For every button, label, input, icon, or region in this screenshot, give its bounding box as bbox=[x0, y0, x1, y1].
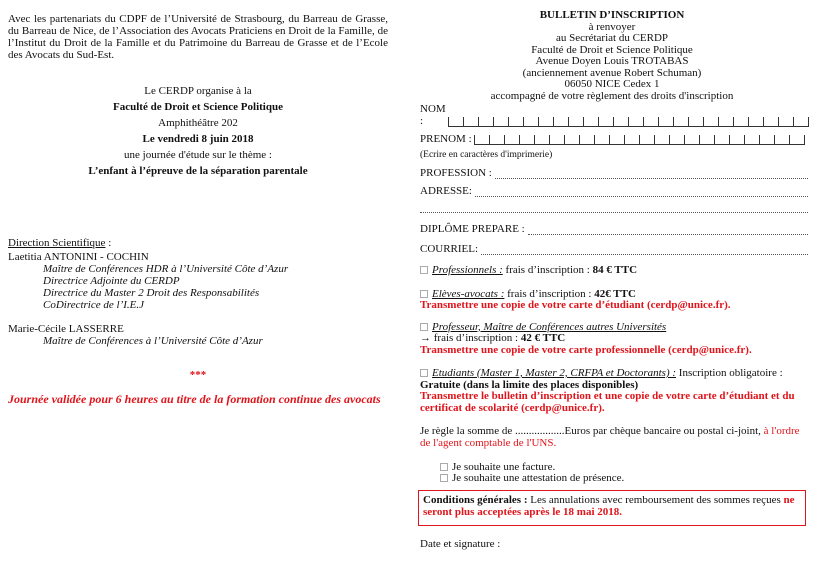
partners-text: Avec les partenariats du CDPF de l’Université de Strasbourg, du Barreau de Grasse, du Barreau de Nice, de l’Association des Avocats Praticiens en Droit de la Famille, de l’Institut du Droit de la Famille et du Patrimoine du Barreau de Grasse et de l’Ecole des Avocats du Sud-Est. bbox=[8, 13, 388, 61]
ecrire-hint: (Ecrire en caractères d'imprimerie) bbox=[420, 150, 553, 160]
adresse-label: ADRESSE: bbox=[420, 185, 472, 197]
option-professionnels[interactable] bbox=[420, 265, 812, 277]
theme-title: L’enfant à l’épreuve de la séparation parentale bbox=[88, 165, 308, 177]
person1-role: Maître de Conférences HDR à l’Université Côte d’Azur bbox=[43, 263, 289, 275]
option-etudiants[interactable] bbox=[420, 368, 812, 414]
option-label: Professeur, Maître de Conférences autres Universités bbox=[432, 320, 667, 333]
prenom-label: PRENOM : bbox=[420, 133, 472, 145]
adresse-line-2[interactable] bbox=[420, 203, 808, 213]
option-price: 42€ TTC bbox=[594, 287, 636, 300]
prenom-boxes[interactable] bbox=[474, 135, 805, 145]
courriel-line[interactable] bbox=[481, 245, 808, 255]
option-eleves[interactable] bbox=[420, 289, 812, 312]
extra-options bbox=[440, 462, 624, 484]
option-text: frais d’inscription : bbox=[504, 287, 595, 300]
direction-block bbox=[8, 237, 388, 347]
address-line: au Secrétariat du CERDP bbox=[555, 32, 669, 44]
checkbox-icon[interactable] bbox=[420, 290, 428, 298]
diplome-field[interactable] bbox=[420, 223, 808, 235]
profession-line[interactable] bbox=[495, 169, 808, 179]
option-text: → frais d’inscription : bbox=[420, 332, 521, 344]
fee-options bbox=[420, 265, 812, 414]
person1-role: CoDirectrice de l’I.E.J bbox=[43, 299, 144, 311]
journee-line: une journée d'étude sur le thème : bbox=[124, 149, 272, 161]
address-line: 06050 NICE Cedex 1 bbox=[564, 78, 660, 90]
address-line: (anciennement avenue Robert Schuman) bbox=[522, 66, 702, 79]
stars-divider: *** bbox=[189, 369, 207, 381]
adresse-field[interactable] bbox=[420, 185, 808, 197]
nom-field[interactable] bbox=[420, 103, 808, 127]
address-line: Faculté de Droit et Science Politique bbox=[531, 43, 693, 56]
prenom-field[interactable] bbox=[420, 127, 808, 145]
option-professeur[interactable] bbox=[420, 322, 812, 357]
faculty-line: Faculté de Droit et Science Politique bbox=[113, 101, 283, 113]
conditions-box bbox=[418, 490, 806, 526]
diplome-line[interactable] bbox=[528, 225, 808, 235]
date-line: Le vendredi 8 juin 2018 bbox=[142, 133, 254, 145]
checkbox-icon[interactable] bbox=[440, 463, 448, 471]
attestation-label: Je souhaite une attestation de présence. bbox=[452, 472, 625, 484]
adresse-line[interactable] bbox=[475, 187, 808, 197]
validated-notice: Journée validée pour 6 heures au titre de la formation continue des avocats bbox=[8, 392, 381, 406]
person1-role: Directrice du Master 2 Droit des Responsabilités bbox=[43, 287, 260, 299]
conditions-label: Conditions générales : bbox=[423, 494, 531, 506]
form-fields bbox=[420, 103, 808, 255]
payment-line: Je règle la somme de ..................Euros par chèque bancaire ou postal ci-joint, bbox=[420, 425, 764, 437]
organise-line: Le CERDP organise à la bbox=[144, 85, 252, 97]
option-label: Etudiants (Master 1, Master 2, CRFPA et Doctorants) : bbox=[432, 367, 677, 379]
direction-label: Direction Scientifique bbox=[8, 237, 106, 249]
option-free: Gratuite (dans la limite des places disponibles) bbox=[420, 378, 639, 391]
event-block bbox=[8, 85, 388, 177]
person1-name: Laetitia ANTONINI - COCHIN bbox=[8, 251, 149, 263]
option-label: Elèves-avocats : bbox=[432, 287, 505, 300]
option-note: Transmettre le bulletin d’inscription et une copie de votre carte d’étudiant et du certificat de scolarité (cerdp@unice.fr). bbox=[420, 390, 795, 414]
conditions-deadline: ne seront plus acceptées après le 18 mai 2018. bbox=[423, 494, 795, 518]
option-text: frais d’inscription : bbox=[502, 264, 593, 276]
courriel-field[interactable] bbox=[420, 243, 808, 255]
profession-field[interactable] bbox=[420, 167, 808, 179]
bulletin-title: BULLETIN D’INSCRIPTION bbox=[539, 9, 685, 21]
checkbox-icon[interactable] bbox=[420, 369, 428, 377]
option-price: 42 € TTC bbox=[520, 332, 566, 344]
checkbox-icon[interactable] bbox=[420, 323, 428, 331]
payment-text bbox=[420, 426, 812, 449]
option-note: Transmettre une copie de votre carte d’étudiant (cerdp@unice.fr). bbox=[420, 299, 731, 311]
option-attestation[interactable] bbox=[440, 473, 624, 484]
nom-label: NOM : bbox=[420, 103, 446, 127]
address-line: accompagné de votre règlement des droits d'inscription bbox=[490, 89, 734, 102]
person2-name: Marie-Cécile LASSERRE bbox=[8, 323, 124, 335]
direction-heading bbox=[8, 237, 388, 249]
checkbox-icon[interactable] bbox=[420, 266, 428, 274]
person2-role: Maître de Conférences à l’Université Côte d’Azur bbox=[43, 335, 263, 347]
option-price: 84 € TTC bbox=[592, 264, 638, 276]
option-label: Professionnels : bbox=[432, 264, 503, 276]
payment-order: à l'ordre de l'agent comptable de l'UNS. bbox=[420, 425, 800, 449]
amphi-line: Amphithéâtre 202 bbox=[158, 117, 238, 129]
nom-boxes[interactable] bbox=[448, 117, 809, 127]
direction-colon: : bbox=[105, 237, 112, 249]
person1-role: Directrice Adjointe du CERDP bbox=[43, 275, 180, 287]
option-note: Transmettre une copie de votre carte professionnelle (cerdp@unice.fr). bbox=[420, 343, 752, 356]
checkbox-icon[interactable] bbox=[440, 474, 448, 482]
profession-label: PROFESSION : bbox=[420, 167, 492, 179]
facture-label: Je souhaite une facture. bbox=[452, 461, 556, 473]
adresse-field-continued[interactable] bbox=[420, 203, 808, 213]
bulletin-header bbox=[417, 10, 807, 102]
conditions-text: Les annulations avec remboursement des sommes reçues bbox=[530, 494, 784, 506]
signature-label: Date et signature : bbox=[420, 538, 501, 550]
diplome-label: DIPLÔME PREPARE : bbox=[420, 223, 525, 235]
courriel-label: COURRIEL: bbox=[420, 243, 479, 255]
option-text: Inscription obligatoire : bbox=[676, 367, 783, 379]
address-line: Avenue Doyen Louis TROTABAS bbox=[535, 55, 689, 67]
address-line: à renvoyer bbox=[588, 20, 636, 33]
